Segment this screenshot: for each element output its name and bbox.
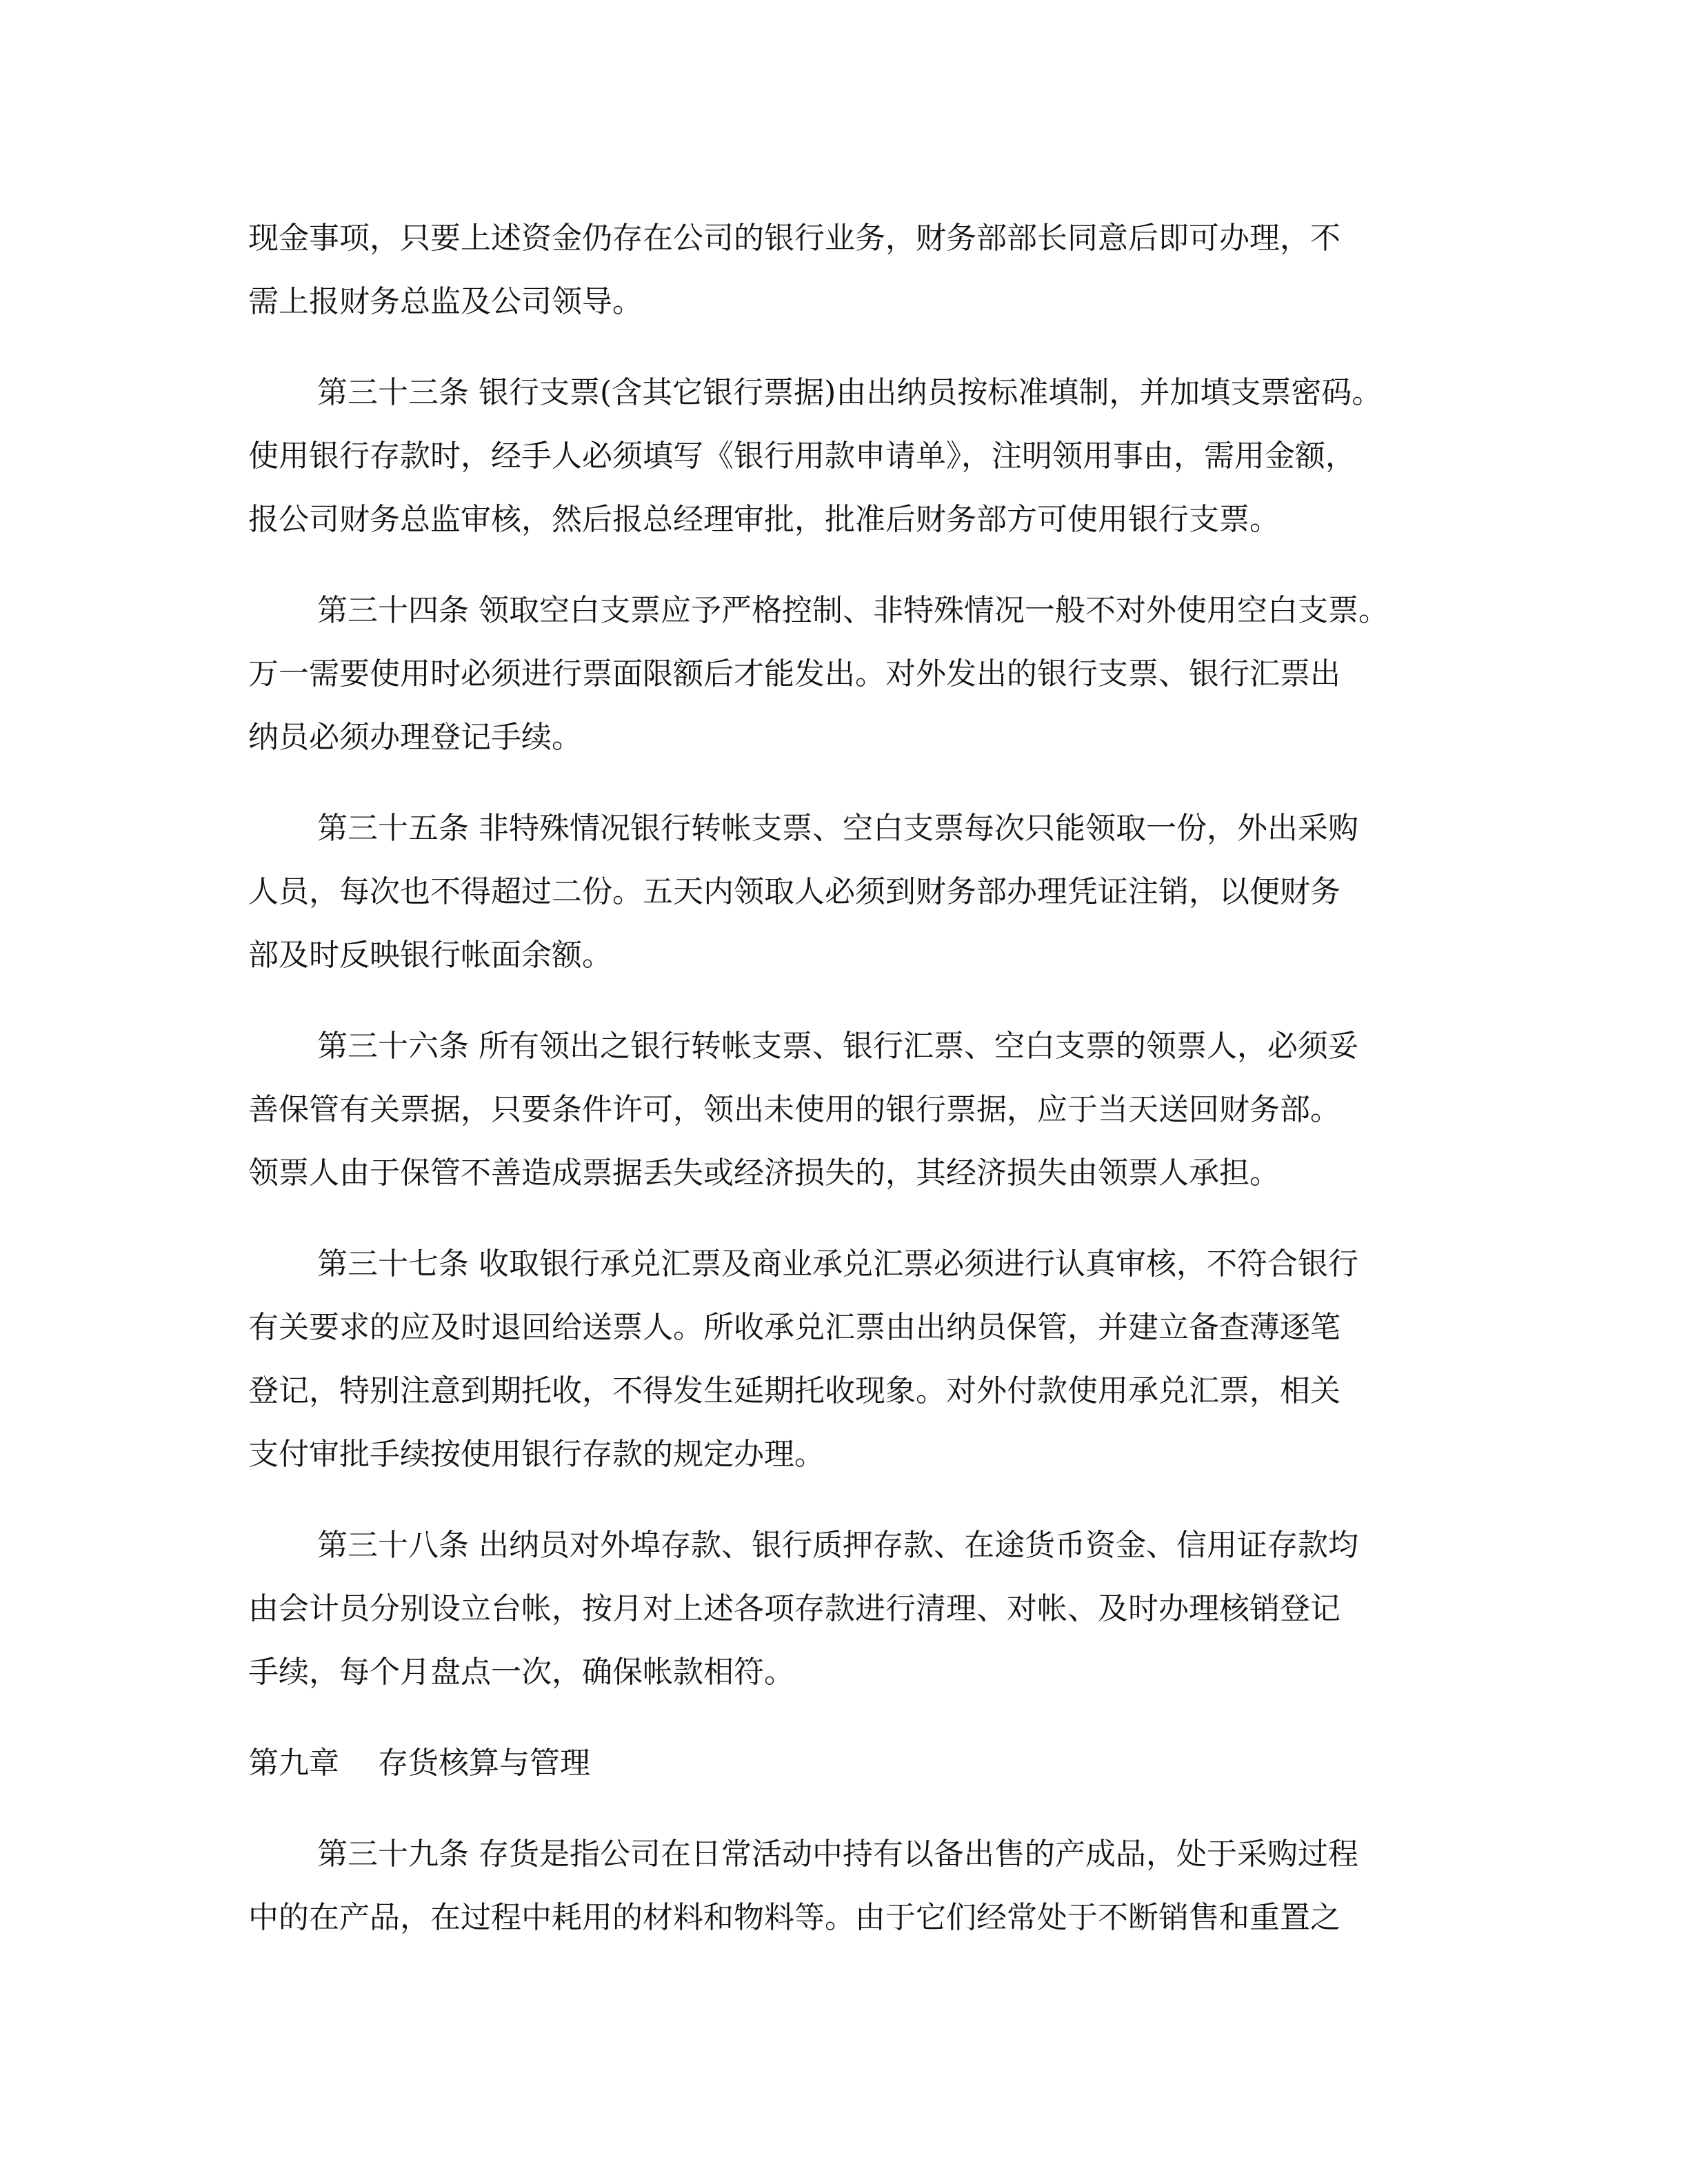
text-line: 登记，特别注意到期托收，不得发生延期托收现象。对外付款使用承兑汇票，相关: [248, 1373, 1340, 1408]
text-line: 善保管有关票据，只要条件许可，领出未使用的银行票据，应于当天送回财务部。: [248, 1092, 1340, 1127]
article-37: [248, 1233, 1443, 1486]
article-39: [248, 1823, 1443, 1950]
text-line: 第三十八条 出纳员对外埠存款、银行质押存款、在途货币资金、信用证存款均: [317, 1528, 1358, 1563]
text-line: 纳员必须办理登记手续。: [248, 720, 582, 755]
article-36: [248, 1015, 1443, 1205]
text-line: 万一需要使用时必须进行票面限额后才能发出。对外发出的银行支票、银行汇票出: [248, 656, 1340, 691]
text-line: 第三十九条 存货是指公司在日常活动中持有以备出售的产成品，处于采购过程: [317, 1837, 1358, 1872]
text-line: 支付审批手续按使用银行存款的规定办理。: [248, 1437, 825, 1472]
text-line: 现金事项，只要上述资金仍存在公司的银行业务，财务部部长同意后即可办理，不: [248, 221, 1340, 256]
text-line: 由会计员分别设立台帐，按月对上述各项存款进行清理、对帐、及时办理核销登记: [248, 1591, 1340, 1626]
text-line: 第三十六条 所有领出之银行转帐支票、银行汇票、空白支票的领票人，必须妥: [317, 1029, 1358, 1064]
text-line: 中的在产品，在过程中耗用的材料和物料等。由于它们经常处于不断销售和重置之: [248, 1900, 1340, 1935]
text-line: 人员，每次也不得超过二份。五天内领取人必须到财务部办理凭证注销，以便财务: [248, 874, 1340, 909]
text-line: 报公司财务总监审核，然后报总经理审批，批准后财务部方可使用银行支票。: [248, 502, 1280, 537]
article-38: [248, 1514, 1443, 1704]
text-line: 第三十五条 非特殊情况银行转帐支票、空白支票每次只能领取一份，外出采购: [317, 811, 1358, 846]
text-line: 使用银行存款时，经手人必须填写《银行用款申请单》，注明领用事由，需用金额，: [248, 438, 1356, 474]
paragraph-continuation: [248, 207, 1443, 334]
document-page: [248, 207, 1443, 1950]
text-line: 手续，每个月盘点一次，确保帐款相符。: [248, 1655, 794, 1690]
text-line: 第三十三条 银行支票(含其它银行票据)由出纳员按标准填制，并加填支票密码。: [317, 375, 1383, 410]
text-line: 部及时反映银行帐面余额。: [248, 938, 612, 973]
article-33: [248, 361, 1443, 552]
text-line: 需上报财务总监及公司领导。: [248, 284, 643, 319]
text-line: 有关要求的应及时退回给送票人。所收承兑汇票由出纳员保管，并建立备查薄逐笔: [248, 1310, 1340, 1345]
article-34: [248, 579, 1443, 769]
text-line: 第三十四条 领取空白支票应予严格控制、非特殊情况一般不对外使用空白支票。: [317, 593, 1389, 628]
text-line: 领票人由于保管不善造成票据丢失或经济损失的，其经济损失由领票人承担。: [248, 1155, 1280, 1191]
article-35: [248, 797, 1443, 987]
text-line: 第三十七条 收取银行承兑汇票及商业承兑汇票必须进行认真审核，不符合银行: [317, 1246, 1358, 1282]
chapter-heading: 第九章 存货核算与管理: [248, 1746, 590, 1781]
